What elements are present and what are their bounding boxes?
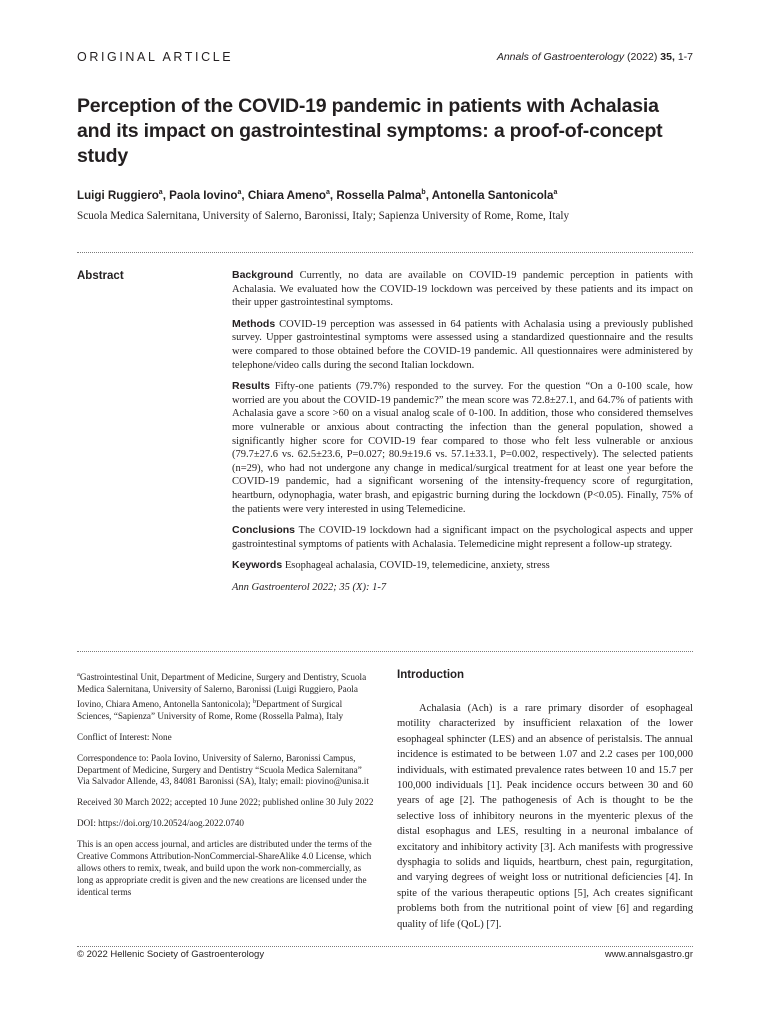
results-label: Results [232,380,270,393]
article-title: Perception of the COVID-19 pandemic in patients with Achalasia and its impact on gastrointestinal symptoms: a proof-of-concept study [77,95,663,167]
background-label: Background [232,269,294,281]
author-list [77,189,693,202]
author-separator: , [162,189,170,202]
conclusions-label: Conclusions [232,524,296,537]
journal-year: (2022) [627,51,658,63]
affiliation-line: Scuola Medica Salernitana, University of Salerno, Baronissi, Italy; Sapienza University of Rome, Rome, Italy [77,210,570,222]
affil-b-text: Department of Surgical Sciences, “Sapienza” University of Rome, Rome (Rossella Palma), Italy [77,698,344,721]
article-citation: Ann Gastroenterol 2022; 35 (X): 1-7 [232,581,387,593]
introduction-heading: Introduction [397,669,465,681]
copyright-notice: © 2022 Hellenic Society of Gastroenterology [77,949,265,960]
introduction-text: Achalasia (Ach) is a rare primary disorder of esophageal motility characterized by insufficient relaxation of the lower esophageal sphincter (LES) and an absence of peristalsis. The annual incidence is estimated to be between 1.07 and 2.2 cases per 100,000 individuals, with estimated prevalence rates between 10 and 15.7 per 100,000 individuals [1]. Peak incidence occurs between 30 and 60 years of age [2]. The pathogenesis of Ach is thought to be the selective loss of inhibitory neurons in the myenteric plexus of the distal esophagus and LES, resulting in a neuronal imbalance of excitatory and inhibitory activity [3]. Ach manifests with progressive dysphagia to solids and liquids, heartburn, chest pain, regurgitation, and varying degrees of weight loss or nutritional deficiencies [4]. In spite of the various therapeutic options [5], Ach creates significant problems both from the nutritional point of view [6] and regarding quality of life (QoL) [7]. [397,703,693,930]
journal-pages: 1-7 [677,51,693,63]
author-affiliation-marker: a [158,189,163,197]
abstract-background [232,269,693,310]
methods-text: COVID-19 perception was assessed in 64 patients with Achalasia using a previously published survey. Upper gastrointestinal symptoms were assessed using a standardized questionnaire and the results were compared to those obtained before the COVID-19 pandemic. All questionnaires were administered by telephone/video calls during the second Italian lockdown. [232,318,693,371]
author-affiliation-marker: b [421,189,426,197]
author-separator: , [425,189,432,202]
methods-label: Methods [232,317,276,330]
affil-a-text: Gastrointestinal Unit, Department of Medicine, Surgery and Dentistry, Scuola Medica Salernitana, University of Salerno, Baronissi (Luigi Ruggiero, Paola Iovino, Chiara Ameno, Antonella Santonicola); [77,672,367,709]
author-separator: , [241,189,248,202]
correspondence: Correspondence to: Paola Iovino, University of Salerno, Baronissi Campus, Department of Medicine, Surgery and Dentistry “Scuola Medica Salernitana” Via Salvador Allende, 43, 84081 Baronissi (SA), Italy; email: piovino@unisa.it [77,752,369,787]
author-name: Antonella Santonicola [431,189,554,202]
footnotes-column [77,669,375,908]
author-separator: , [329,189,337,202]
article-type-label: ORIGINAL ARTICLE [77,50,234,64]
keywords-label: Keywords [232,559,283,572]
abstract-keywords [232,559,693,573]
divider-bottom [77,946,693,947]
author-name: Rossella Palma [336,189,422,202]
divider-middle [77,651,693,652]
affil-a-marker: a [77,671,80,678]
affiliation-footnote [77,669,375,723]
abstract-results [232,380,693,516]
conclusions-text: The COVID-19 lockdown had a significant impact on the psychological aspects and upper gastrointestinal symptoms of patients with Achalasia. Telemedicine might represent a follow-up strategy. [232,525,693,550]
received-dates: Received 30 March 2022; accepted 10 June 2022; published online 30 July 2022 [77,797,374,808]
author-name: Chiara Ameno [247,189,326,202]
abstract-heading: Abstract [77,270,124,282]
keywords-text: Esophageal achalasia, COVID-19, telemedicine, anxiety, stress [282,560,550,572]
affil-b-marker: b [252,697,257,705]
abstract-methods [232,318,693,372]
author-name: Luigi Ruggiero [77,189,159,202]
doi[interactable]: DOI: https://doi.org/10.20524/aog.2022.0740 [77,818,244,829]
journal-website-link[interactable]: www.annalsgastro.gr [604,949,693,960]
abstract-conclusions [232,524,693,551]
conflict-of-interest: Conflict of Interest: None [77,731,172,742]
divider-top [77,252,693,253]
author-affiliation-marker: a [553,189,558,197]
background-text: Currently, no data are available on COVID-19 pandemic perception in patients with Achalasia. We evaluated how the COVID-19 lockdown was perceived by these patients and its impact on their upper gastrointestinal symptoms. [232,270,693,309]
journal-name: Annals of Gastroenterology [496,51,625,63]
journal-reference [497,51,693,63]
author-affiliation-marker: a [325,189,330,197]
author-name: Paola Iovino [169,189,238,202]
journal-volume: 35, [660,51,675,63]
results-text: Fifty-one patients (79.7%) responded to the survey. For the question “On a 0-100 scale, how worried are you about the COVID-19 pandemic?” the mean score was 72.8±27.1, and 64.7% of patients with Achalasia gave a score >60 on a visual analog scale of 0-100. In addition, those who considered themselves more vulnerable or anxious about contracting the infection than the general population, showed a significantly higher score for COVID-19 fear compared to those who felt less vulnerable or anxious (79.7±27.6 vs. 62.5±23.6, P=0.027; 80.9±19.6 vs. 57.1±33.1, P=0.002, respectively). The selected patients (n=29), who had not undergone any change in medical/surgical treatment for at least one year before the COVID-19 pandemic, had a significant worsening of the intensity-frequency score of regurgitation, heartburn, odynophagia, water brash, and epigastric burning during the lockdown (P<0.05). Finally, 75% of the patients were very interested in using Telemedicine. [232,381,693,515]
author-affiliation-marker: a [237,189,242,197]
abstract-body [232,269,693,602]
license-statement: This is an open access journal, and articles are distributed under the terms of the Creative Commons Attribution-NonCommercial-ShareAlike 4.0 License, which allows others to remix, tweak, and build upon the work non-commercially, as long as appropriate credit is given and the new creations are licensed under the identical terms [77,839,372,897]
